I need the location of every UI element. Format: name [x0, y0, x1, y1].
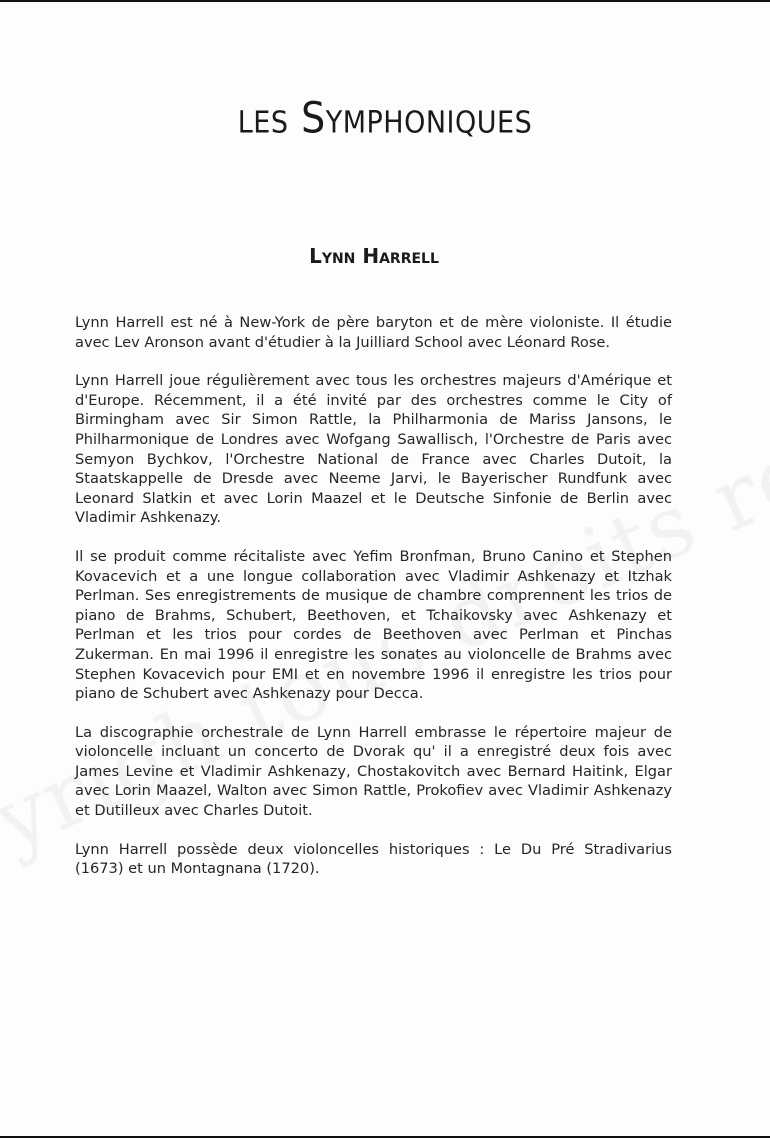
paragraph-discography: La discographie orchestrale de Lynn Harrell embrasse le répertoire majeur de violoncelle incluant un concerto de Dvorak qu' il a enregistré deux fois avec James Levine et Vladimir Ashkenazy, Chostakovitch avec Bernard Haitink, Elgar avec Lorin Maazel, Walton avec Simon Rattle, Prokofiev avec Vladimir Ashkenazy et Dutilleux avec Charles Dutoit. [75, 723, 672, 820]
article-body [75, 313, 672, 898]
article-heading: Lynn Harrell [309, 244, 439, 268]
paragraph-recitals: Il se produit comme récitaliste avec Yefim Bronfman, Bruno Canino et Stephen Kovacevich et a une longue collaboration avec Vladimir Ashkenazy et Itzhak Perlman. Ses enregistrements de musique de chambre comprennent les trios de piano de Brahms, Schubert, Beethoven, et Tchaikovsky avec Ashkenazy et Perlman et les trios pour cordes de Beethoven avec Perlman et Pinchas Zukerman. En mai 1996 il enregistre les sonates au violoncelle de Brahms avec Stephen Kovacevich pour EMI et en novembre 1996 il enregistre les trios pour piano de Schubert avec Ashkenazy pour Decca. [75, 547, 672, 703]
top-border-line [0, 0, 770, 2]
paragraph-instruments: Lynn Harrell possède deux violoncelles historiques : Le Du Pré Stradivarius (1673) et un Montagnana (1720). [75, 840, 672, 878]
paragraph-biography: Lynn Harrell est né à New-York de père baryton et de mère violoniste. Il étudie avec Lev Aronson avant d'étudier à la Juilliard School avec Léonard Rose. [75, 314, 672, 351]
paragraph-orchestras: Lynn Harrell joue régulièrement avec tous les orchestres majeurs d'Amérique et d'Europe. Récemment, il a été invité par des orchestres comme le City of Birmingham avec Sir Simon Rattle, la Philharmonia de Mariss Jansons, le Philharmonique de Londres avec Wofgang Sawallisch, l'Orchestre de Paris avec Semyon Bychkov, l'Orchestre National de France avec Charles Dutoit, la Staatskappelle de Dresde avec Neeme Jarvi, le Bayerischer Rundfunk avec Leonard Slatkin et avec Lorin Maazel et le Deutsche Sinfonie de Berlin avec Vladimir Ashkenazy. [75, 372, 672, 527]
page-title: les Symphoniques [237, 93, 533, 143]
